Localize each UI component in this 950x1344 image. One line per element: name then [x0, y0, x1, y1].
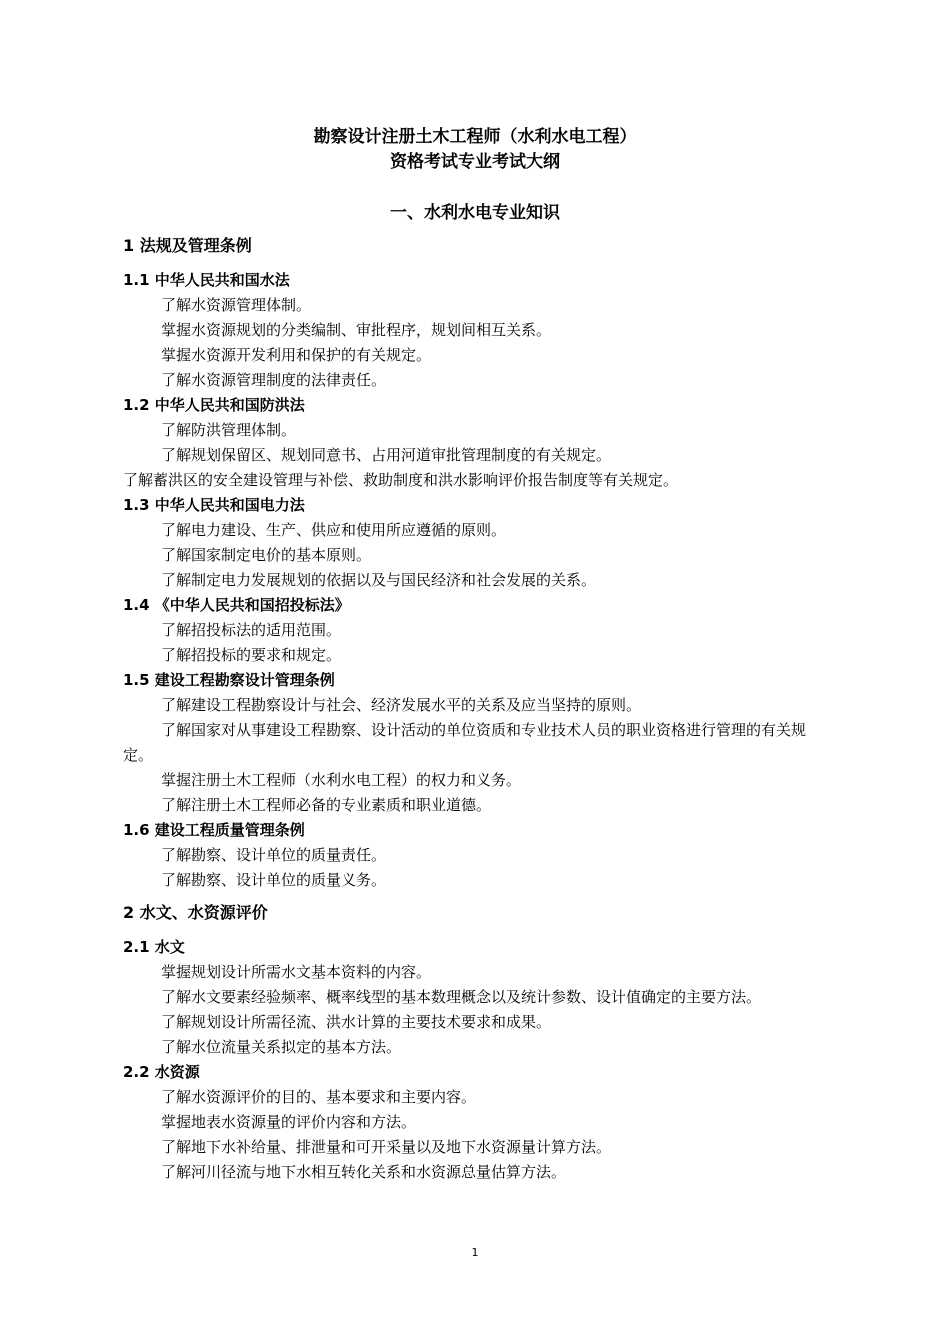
syllabus-item: 了解水资源评价的目的、基本要求和主要内容。	[161, 1088, 477, 1106]
syllabus-item: 了解勘察、设计单位的质量义务。	[161, 871, 387, 889]
syllabus-item: 了解招投标法的适用范围。	[161, 621, 342, 639]
syllabus-item: 了解河川径流与地下水相互转化关系和水资源总量估算方法。	[161, 1163, 567, 1181]
syllabus-item: 了解水位流量关系拟定的基本方法。	[161, 1038, 402, 1056]
syllabus-item: 了解电力建设、生产、供应和使用所应遵循的原则。	[161, 521, 507, 539]
syllabus-item: 了解水资源管理制度的法律责任。	[161, 371, 387, 389]
syllabus-item: 了解地下水补给量、排泄量和可开采量以及地下水资源量计算方法。	[161, 1138, 612, 1156]
chapter-heading: 2 水文、水资源评价	[123, 903, 268, 922]
syllabus-item: 了解注册土木工程师必备的专业素质和职业道德。	[161, 796, 492, 814]
syllabus-item: 了解防洪管理体制。	[161, 421, 297, 439]
syllabus-item: 了解国家制定电价的基本原则。	[161, 546, 372, 564]
section-heading: 1.5 建设工程勘察设计管理条例	[123, 671, 335, 689]
part-title: 一、水利水电专业知识	[390, 203, 560, 223]
syllabus-item: 了解国家对从事建设工程勘察、设计活动的单位资质和专业技术人员的职业资格进行管理的有关规定。	[123, 721, 807, 764]
syllabus-item: 掌握注册土木工程师（水利水电工程）的权力和义务。	[161, 771, 522, 789]
syllabus-item: 了解建设工程勘察设计与社会、经济发展水平的关系及应当坚持的原则。	[161, 696, 642, 714]
syllabus-item: 掌握水资源开发利用和保护的有关规定。	[161, 346, 432, 364]
syllabus-item: 掌握规划设计所需水文基本资料的内容。	[161, 963, 432, 981]
section-heading: 2.2 水资源	[123, 1063, 200, 1081]
section-heading: 1.6 建设工程质量管理条例	[123, 821, 305, 839]
syllabus-item: 了解制定电力发展规划的依据以及与国民经济和社会发展的关系。	[161, 571, 597, 589]
document-title-line1: 勘察设计注册土木工程师（水利水电工程）	[313, 127, 637, 147]
syllabus-item: 了解水文要素经验频率、概率线型的基本数理概念以及统计参数、设计值确定的主要方法。	[161, 988, 762, 1006]
page-number: 1	[471, 1246, 479, 1259]
syllabus-item: 掌握水资源规划的分类编制、审批程序，规划间相互关系。	[161, 321, 552, 339]
syllabus-item: 了解招投标的要求和规定。	[161, 646, 342, 664]
section-heading: 1.3 中华人民共和国电力法	[123, 496, 305, 514]
syllabus-item: 了解水资源管理体制。	[161, 296, 312, 314]
section-heading: 1.2 中华人民共和国防洪法	[123, 396, 305, 414]
section-heading: 2.1 水文	[123, 938, 185, 956]
syllabus-item: 掌握地表水资源量的评价内容和方法。	[161, 1113, 417, 1131]
section-heading: 1.1 中华人民共和国水法	[123, 271, 290, 289]
document-body	[123, 234, 823, 1185]
syllabus-item: 了解规划设计所需径流、洪水计算的主要技术要求和成果。	[161, 1013, 552, 1031]
chapter-heading: 1 法规及管理条例	[123, 236, 252, 255]
syllabus-item: 了解勘察、设计单位的质量责任。	[161, 846, 387, 864]
document-title-line2: 资格考试专业考试大纲	[390, 152, 560, 172]
section-heading: 1.4 《中华人民共和国招投标法》	[123, 596, 350, 614]
syllabus-item: 了解蓄洪区的安全建设管理与补偿、救助制度和洪水影响评价报告制度等有关规定。	[123, 471, 679, 489]
syllabus-item: 了解规划保留区、规划同意书、占用河道审批管理制度的有关规定。	[161, 446, 612, 464]
